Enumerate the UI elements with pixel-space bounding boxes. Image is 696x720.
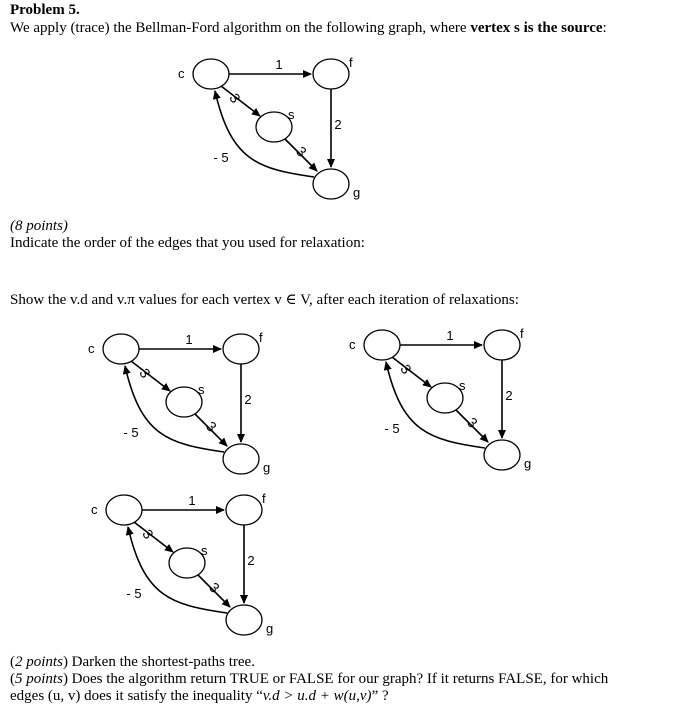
vertex-f (484, 330, 520, 360)
vertex-label-s: s (459, 378, 466, 393)
graph-iteration-1 (83, 330, 283, 480)
graph-iteration-2 (344, 326, 544, 476)
intro-prefix: We apply (trace) the Bellman-Ford algorithm on the following graph, where (10, 20, 471, 36)
edge-weight-g-c: - 5 (126, 586, 142, 601)
vertex-label-c: c (91, 502, 98, 517)
vertex-label-f: f (259, 330, 263, 345)
vertex-label-g: g (353, 185, 361, 200)
vertex-s (166, 387, 202, 417)
graph-main (173, 55, 373, 205)
inequality: v.d > u.d + w(u,v) (262, 688, 372, 704)
vertex-label-f: f (520, 326, 524, 341)
vertex-f (223, 334, 259, 364)
part1-points: (8 points) (10, 218, 68, 234)
vertex-label-c: c (349, 337, 356, 352)
vertex-c (106, 495, 142, 525)
vertex-c (103, 334, 139, 364)
edge-weight-c-s: 3 (226, 90, 244, 106)
vertex-g (226, 605, 262, 635)
part3-suffix: ) Darken the shortest-paths tree. (62, 654, 255, 670)
intro-bold: vertex s is the source (470, 20, 603, 36)
edge-weight-c-f: 1 (275, 57, 283, 72)
vertex-label-g: g (263, 460, 271, 475)
vertex-g (484, 440, 520, 470)
vertex-g (313, 169, 349, 199)
part4-line1: (5 points) Does the algorithm return TRUE or FALSE for our graph? If it returns FALSE, for which (10, 671, 609, 687)
edge-weight-f-g: 2 (247, 553, 255, 568)
edge-weight-g-c: - 5 (384, 421, 400, 436)
edge-weight-g-c: - 5 (213, 150, 229, 165)
edge-weight-f-g: 2 (244, 392, 252, 407)
edge-weight-g-c: - 5 (123, 425, 139, 440)
vertex-label-s: s (201, 543, 208, 558)
edge-weight-f-g: 2 (505, 388, 513, 403)
edge-weight-c-s: 3 (139, 526, 157, 542)
vertex-s (427, 383, 463, 413)
vertex-g (223, 444, 259, 474)
vertex-f (226, 495, 262, 525)
vertex-label-g: g (266, 621, 274, 636)
edge-weight-c-f: 1 (188, 493, 196, 508)
part4-line2-prefix: edges (u, v) does it satisfy the inequality “ (10, 688, 263, 704)
part1-question: Indicate the order of the edges that you used for relaxation: (10, 235, 365, 251)
vertex-s (256, 112, 292, 142)
edge-weight-f-g: 2 (334, 117, 342, 132)
part4-points: 5 points (15, 671, 63, 687)
part3-line: (2 points) Darken the shortest-paths tree. (10, 654, 255, 670)
vertex-label-f: f (349, 55, 353, 70)
part4-line2-suffix: ” ? (371, 688, 389, 704)
problem-intro (10, 20, 607, 37)
vertex-label-s: s (288, 107, 295, 122)
vertex-f (313, 59, 349, 89)
vertex-label-c: c (178, 66, 185, 81)
intro-suffix: : (602, 20, 607, 36)
vertex-c (193, 59, 229, 89)
graph-iteration-3 (86, 491, 286, 641)
part4-text: ) Does the algorithm return TRUE or FALSE for our graph? If it returns FALSE, for which (62, 671, 609, 687)
edge-weight-s-g: 3 (206, 579, 223, 596)
edge-weight-c-f: 1 (446, 328, 454, 343)
vertex-label-c: c (88, 341, 95, 356)
edge-weight-s-g: 3 (293, 143, 310, 160)
vertex-label-g: g (524, 456, 532, 471)
edge-weight-c-f: 1 (185, 332, 193, 347)
edge-weight-s-g: 3 (203, 418, 220, 435)
edge-weight-c-s: 3 (136, 365, 154, 381)
problem-title: Problem 5. (10, 2, 80, 18)
vertex-label-s: s (198, 382, 205, 397)
vertex-s (169, 548, 205, 578)
edge-weight-c-s: 3 (397, 361, 415, 377)
vertex-c (364, 330, 400, 360)
part4-line2 (10, 688, 389, 705)
part2-question: Show the v.d and v.π values for each vertex v ∈ V, after each iteration of relaxations: (10, 292, 519, 308)
vertex-label-f: f (262, 491, 266, 506)
part3-points: 2 points (15, 654, 63, 670)
edge-weight-s-g: 3 (464, 414, 481, 431)
